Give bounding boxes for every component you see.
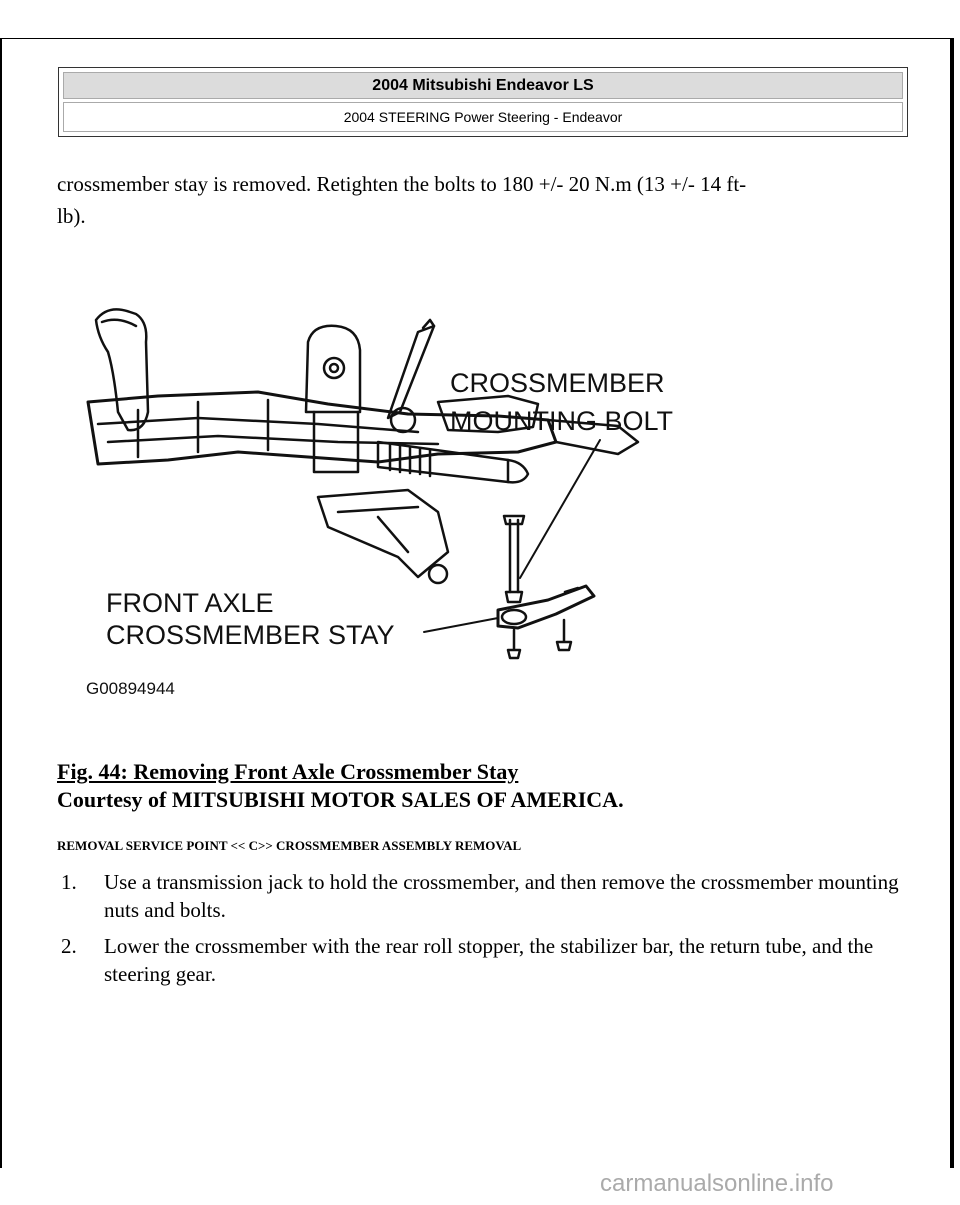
- figure-courtesy: Courtesy of MITSUBISHI MOTOR SALES OF AMERICA.: [57, 787, 624, 812]
- list-item: [57, 868, 907, 924]
- label-crossmember-stay: CROSSMEMBER STAY: [106, 620, 395, 650]
- procedure-steps: [57, 868, 907, 996]
- header-title: 2004 Mitsubishi Endeavor LS: [63, 72, 903, 99]
- body-paragraph: [57, 168, 907, 232]
- section-heading: REMOVAL SERVICE POINT << C>> CROSSMEMBER ASSEMBLY REMOVAL: [57, 838, 522, 853]
- page-frame-left: [0, 38, 2, 1168]
- step-number: 2.: [61, 934, 77, 958]
- label-front-axle: FRONT AXLE: [106, 588, 274, 618]
- page-frame-right: [950, 38, 954, 1168]
- figure-title: Fig. 44: Removing Front Axle Crossmember Stay: [57, 759, 519, 784]
- paragraph-line-1: crossmember stay is removed. Retighten the bolts to 180 +/- 20 N.m (13 +/- 14 ft-: [57, 172, 747, 196]
- figure-id: G00894944: [86, 679, 175, 698]
- step-text: Lower the crossmember with the rear roll stopper, the stabilizer bar, the return tube, and the steering gear.: [104, 934, 874, 986]
- step-number: 1.: [61, 870, 77, 894]
- step-text: Use a transmission jack to hold the crossmember, and then remove the crossmember mounting nuts and bolts.: [104, 870, 899, 922]
- label-mounting-bolt: MOUNTING BOLT: [450, 406, 674, 436]
- list-item: [57, 932, 907, 988]
- page-frame-top: [0, 38, 954, 39]
- crossmember-illustration: [78, 292, 698, 702]
- header-subtitle: 2004 STEERING Power Steering - Endeavor: [63, 102, 903, 132]
- watermark: carmanualsonline.info: [600, 1170, 834, 1197]
- label-crossmember: CROSSMEMBER: [450, 368, 665, 398]
- document-header: [58, 67, 908, 137]
- figure-caption: [57, 758, 624, 814]
- paragraph-line-2: lb).: [57, 204, 86, 228]
